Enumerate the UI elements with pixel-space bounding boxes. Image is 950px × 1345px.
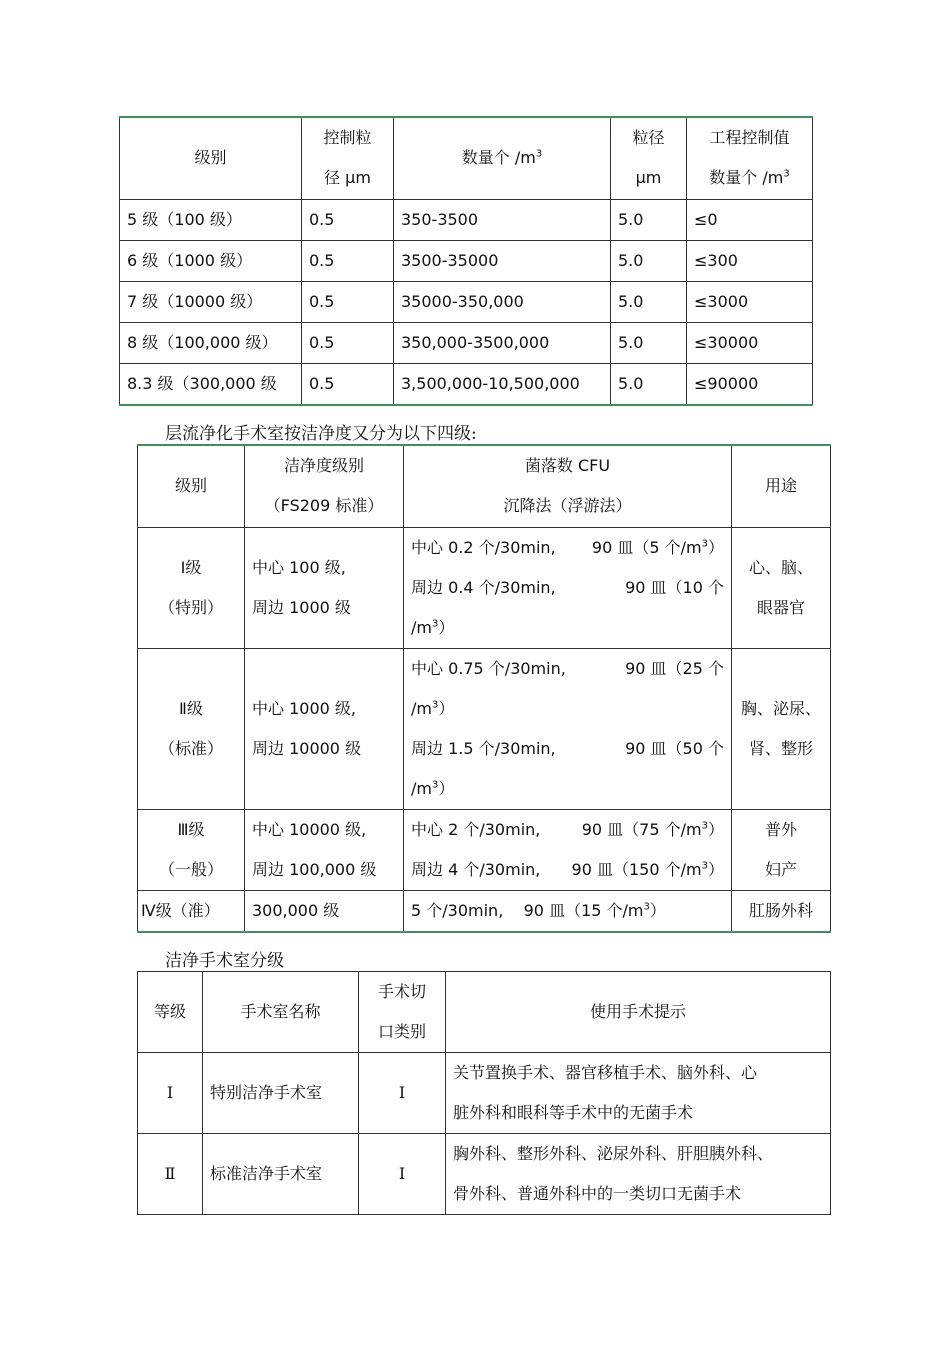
- table-row: [120, 363, 813, 405]
- cell-engineering-value: ≤3000: [687, 281, 813, 322]
- cell-grade: Ⅱ: [138, 1134, 203, 1215]
- cell-particle-size: 5.0: [611, 322, 687, 363]
- cell-control-size: 0.5: [302, 199, 394, 240]
- cell-particle-size: 5.0: [611, 281, 687, 322]
- cell-level: Ⅳ级（准）: [138, 890, 245, 932]
- cell-particle-size: 5.0: [611, 240, 687, 281]
- cell-engineering-value: ≤300: [687, 240, 813, 281]
- header-engineering-value: 工程控制值 数量个 $/m^3$: [687, 117, 813, 199]
- table-row: [138, 809, 831, 890]
- table-row: [120, 199, 813, 240]
- table-row: [138, 527, 831, 648]
- cell-level: 8.3 级（300,000 级: [120, 363, 302, 405]
- header-cfu: 菌落数 CFU 沉降法（浮游法）: [404, 445, 732, 527]
- cell-level: 8 级（100,000 级）: [120, 322, 302, 363]
- cell-cleanliness: 300,000 级: [245, 890, 404, 932]
- table-row: [138, 1134, 831, 1215]
- cell-use: 心、脑、 眼器官: [732, 527, 831, 648]
- header-level: 级别: [120, 117, 302, 199]
- cell-level: 7 级（10000 级）: [120, 281, 302, 322]
- cell-count: 350-3500: [394, 199, 611, 240]
- header-cleanliness: 洁净度级别 （FS209 标准）: [245, 445, 404, 527]
- cell-engineering-value: ≤90000: [687, 363, 813, 405]
- cell-use: 肛肠外科: [732, 890, 831, 932]
- header-count: 数量个 $/m^3$: [394, 117, 611, 199]
- section-caption: 层流净化手术室按洁净度又分为以下四级:: [165, 424, 477, 444]
- cell-cleanliness: 中心 1000 级, 周边 10000 级: [245, 648, 404, 809]
- cell-control-size: 0.5: [302, 240, 394, 281]
- cell-level: 5 级（100 级）: [120, 199, 302, 240]
- cell-particle-size: 5.0: [611, 199, 687, 240]
- table-row: [138, 648, 831, 809]
- cell-particle-size: 5.0: [611, 363, 687, 405]
- table-row: [138, 890, 831, 932]
- cell-level: Ⅰ级 （特别）: [138, 527, 245, 648]
- header-surgery-hint: 使用手术提示: [446, 972, 831, 1053]
- cell-cfu: 中心 0.2 个/30min, 90 皿（5 个$/m^3$） 周边 0.4 个/30min, 90 皿（10 个 $/m^3$）: [404, 527, 732, 648]
- cell-use: 胸、泌尿、 肾、整形: [732, 648, 831, 809]
- table-header-row: [138, 972, 831, 1053]
- cell-cfu: 中心 2 个/30min, 90 皿（75 个$/m^3$） 周边 4 个/30min, 90 皿（150 个$/m^3$）: [404, 809, 732, 890]
- table-header-row: [120, 117, 813, 199]
- cell-level: Ⅲ级 （一般）: [138, 809, 245, 890]
- header-use: 用途: [732, 445, 831, 527]
- cell-count: 3,500,000-10,500,000: [394, 363, 611, 405]
- cell-control-size: 0.5: [302, 281, 394, 322]
- cell-cfu: 中心 0.75 个/30min, 90 皿（25 个 $/m^3$） 周边 1.5 个/30min, 90 皿（50 个 $/m^3$）: [404, 648, 732, 809]
- cell-room-name: 标准洁净手术室: [203, 1134, 359, 1215]
- cell-count: 3500-35000: [394, 240, 611, 281]
- header-incision-class: 手术切 口类别: [359, 972, 446, 1053]
- table-row: [120, 240, 813, 281]
- cell-incision-class: Ⅰ: [359, 1053, 446, 1134]
- cell-incision-class: Ⅰ: [359, 1134, 446, 1215]
- laminar-flow-grade-table: [137, 444, 831, 933]
- header-room-name: 手术室名称: [203, 972, 359, 1053]
- cell-room-name: 特别洁净手术室: [203, 1053, 359, 1134]
- cell-cleanliness: 中心 10000 级, 周边 100,000 级: [245, 809, 404, 890]
- cell-cfu: 5 个/30min, 90 皿（15 个$/m^3$）: [404, 890, 732, 932]
- header-particle-size: 粒径 µm: [611, 117, 687, 199]
- header-level: 级别: [138, 445, 245, 527]
- cell-engineering-value: ≤30000: [687, 322, 813, 363]
- cell-surgery-hint: 胸外科、整形外科、泌尿外科、肝胆胰外科、 骨外科、普通外科中的一类切口无菌手术: [446, 1134, 831, 1215]
- cell-level: Ⅱ级 （标准）: [138, 648, 245, 809]
- section-caption: 洁净手术室分级: [165, 951, 284, 971]
- operating-room-grade-table: [137, 971, 831, 1215]
- cell-surgery-hint: 关节置换手术、器官移植手术、脑外科、心 脏外科和眼科等手术中的无菌手术: [446, 1053, 831, 1134]
- cell-count: 35000-350,000: [394, 281, 611, 322]
- header-control-size: 控制粒 径 µm: [302, 117, 394, 199]
- table-row: [120, 281, 813, 322]
- cell-grade: Ⅰ: [138, 1053, 203, 1134]
- cell-level: 6 级（1000 级）: [120, 240, 302, 281]
- cell-count: 350,000-3500,000: [394, 322, 611, 363]
- cell-engineering-value: ≤0: [687, 199, 813, 240]
- table-row: [120, 322, 813, 363]
- table-row: [138, 1053, 831, 1134]
- table-header-row: [138, 445, 831, 527]
- cell-control-size: 0.5: [302, 322, 394, 363]
- header-grade: 等级: [138, 972, 203, 1053]
- cleanliness-class-table: [119, 116, 813, 406]
- cell-cleanliness: 中心 100 级, 周边 1000 级: [245, 527, 404, 648]
- cell-control-size: 0.5: [302, 363, 394, 405]
- cell-use: 普外 妇产: [732, 809, 831, 890]
